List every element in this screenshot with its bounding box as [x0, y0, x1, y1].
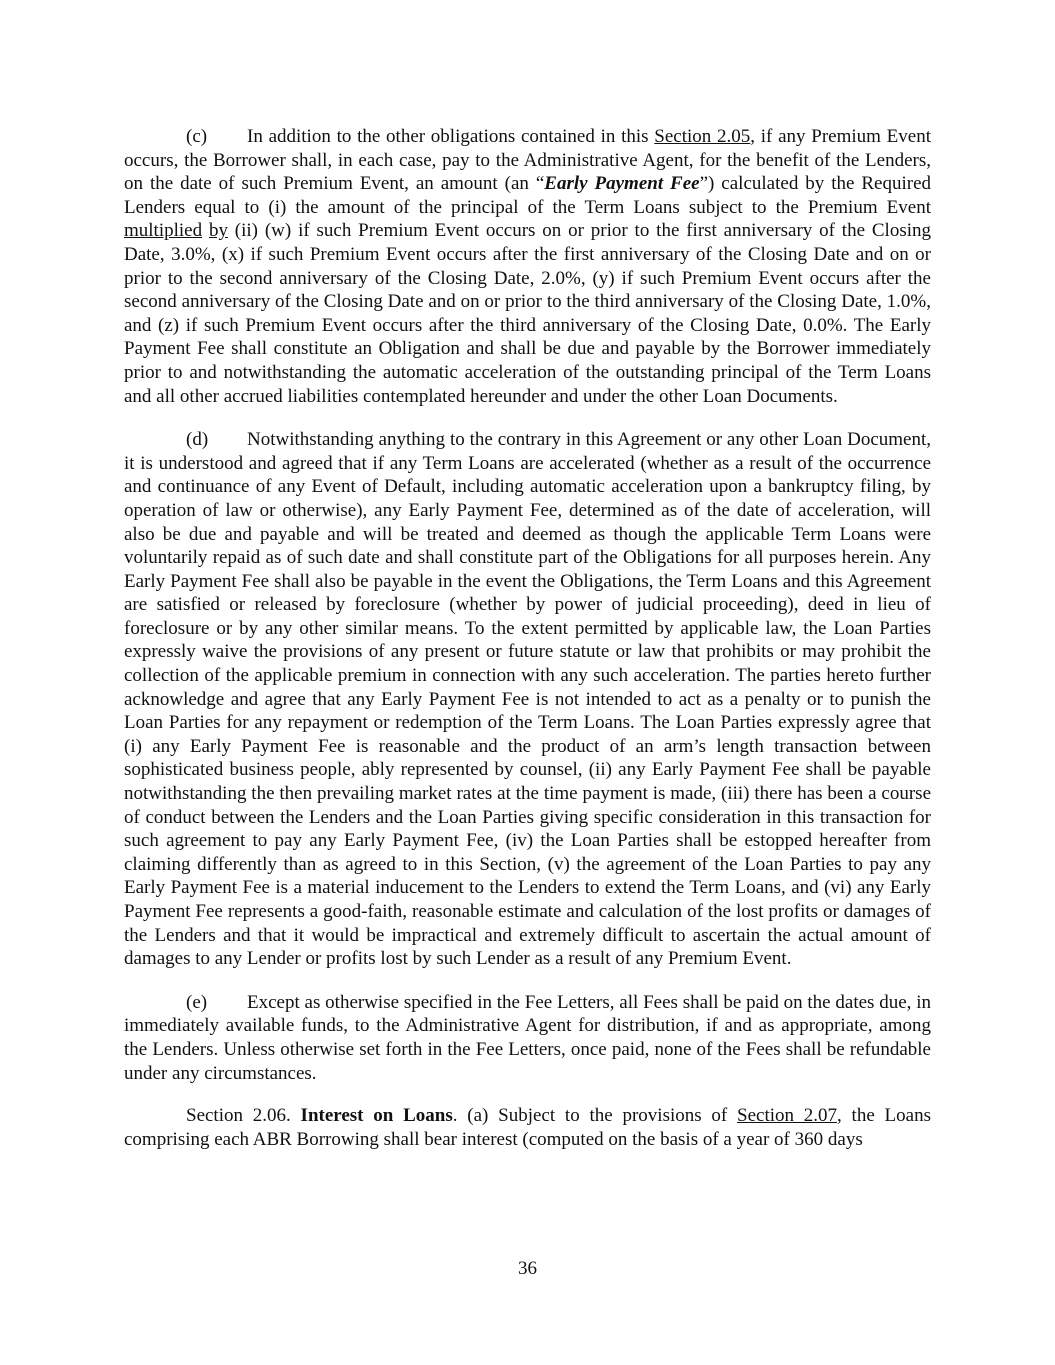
- paragraph-label: (d): [186, 429, 209, 451]
- document-body: [124, 125, 931, 1171]
- paragraph-c: [124, 125, 931, 408]
- page-number: 36: [518, 1258, 537, 1279]
- paragraph-label: (c): [186, 126, 208, 147]
- underlined-term: by: [208, 220, 228, 242]
- paragraph-text: Except as otherwise specified in the Fee Letters, all Fees shall be paid on the dates due, in immediately available funds, to the Administrative Agent for distribution, if and as appropriate, among the Lenders. Unless otherwise set forth in the Fee Letters, once paid, none of the Fees shall be refundable under any circumstances.: [124, 991, 931, 1084]
- paragraph-text: ”) calculated by the Required Lenders equal to (i) the amount of the principal of the Term Loans subject to the Premium Event: [124, 173, 931, 218]
- section-reference-link[interactable]: Section 2.07: [737, 1105, 838, 1127]
- paragraph-d: [124, 428, 931, 971]
- section-number: Section 2.06.: [186, 1105, 301, 1127]
- paragraph-label: (e): [186, 991, 208, 1013]
- paragraph-text: , the Loans comprising each ABR Borrowing shall bear interest (computed on the basis of a year of 360 days: [124, 1105, 931, 1150]
- section-reference-link[interactable]: Section 2.05: [654, 126, 751, 147]
- paragraph-text: . (a) Subject to the provisions of: [452, 1105, 738, 1127]
- paragraph-text: (ii) (w) if such Premium Event occurs on or prior to the first anniversary of the Closing Date, 3.0%, (x) if such Premium Event occurs after the first anniversary of the Closing Date and on or prior to the second anniversary of the Closing Date, 2.0%, (y) if such Premium Event occurs after the second anniversary of the Closing Date and on or prior to the third anniversary of the Closing Date, 1.0%, and (z) if such Premium Event occurs after the third anniversary of the Closing Date, 0.0%. The Early Payment Fee shall constitute an Obligation and shall be due and payable by the Borrower immediately prior to and notwithstanding the automatic acceleration of the outstanding principal of the Term Loans and all other accrued liabilities contemplated hereunder and under the other Loan Documents.: [124, 220, 931, 407]
- section-2-06: [124, 1104, 931, 1151]
- underlined-term: multiplied: [124, 220, 203, 242]
- section-heading: Interest on Loans: [300, 1105, 453, 1127]
- paragraph-text: , if any Premium Event occurs, the Borrower shall, in each case, pay to the Administrative Agent, for the benefit of the Lenders, on the date of such Premium Event, an amount (an “: [124, 126, 931, 195]
- paragraph-text: Notwithstanding anything to the contrary in this Agreement or any other Loan Document, it is understood and agreed that if any Term Loans are accelerated (whether as a result of the occurrence and continuance of any Event of Default, including automatic acceleration upon a bankruptcy filing, by operation of law or otherwise), any Early Payment Fee, determined as of the date of acceleration, will also be due and payable and will be treated and deemed as though the applicable Term Loans were voluntarily repaid as of such date and shall constitute part of the Obligations for all purposes herein. Any Early Payment Fee shall also be payable in the event the Obligations, the Term Loans and this Agreement are satisfied or released by foreclosure (whether by power of judicial proceeding), deed in lieu of foreclosure or by any other similar means. To the extent permitted by applicable law, the Loan Parties expressly waive the provisions of any present or future statute or law that prohibits or may prohibit the collection of the applicable premium in connection with any such acceleration. The parties hereto further acknowledge and agree that any Early Payment Fee is not intended to act as a penalty or to punish the Loan Parties for any repayment or redemption of the Term Loans. The Loan Parties expressly agree that (i) any Early Payment Fee is reasonable and the product of an arm’s length transaction between sophisticated business people, ably represented by counsel, (ii) any Early Payment Fee shall be payable notwithstanding the then prevailing market rates at the time payment is made, (iii) there has been a course of conduct between the Lenders and the Loan Parties giving specific consideration in this transaction for such agreement to pay any Early Payment Fee, (iv) the Loan Parties shall be estopped hereafter from claiming differently than as agreed to in this Section, (v) the agreement of the Loan Parties to pay any Early Payment Fee is a material inducement to the Lenders to extend the Term Loans, and (vi) any Early Payment Fee represents a good-faith, reasonable estimate and calculation of the lost profits or damages of the Lenders and that it would be impractical and extremely difficult to ascertain the actual amount of damages to any Lender or profits lost by such Lender as a result of any Premium Event.: [124, 429, 931, 970]
- paragraph-e: [124, 991, 931, 1085]
- defined-term: Early Payment Fee: [544, 173, 700, 195]
- paragraph-text: [202, 220, 209, 241]
- paragraph-text: In addition to the other obligations contained in this: [247, 126, 655, 147]
